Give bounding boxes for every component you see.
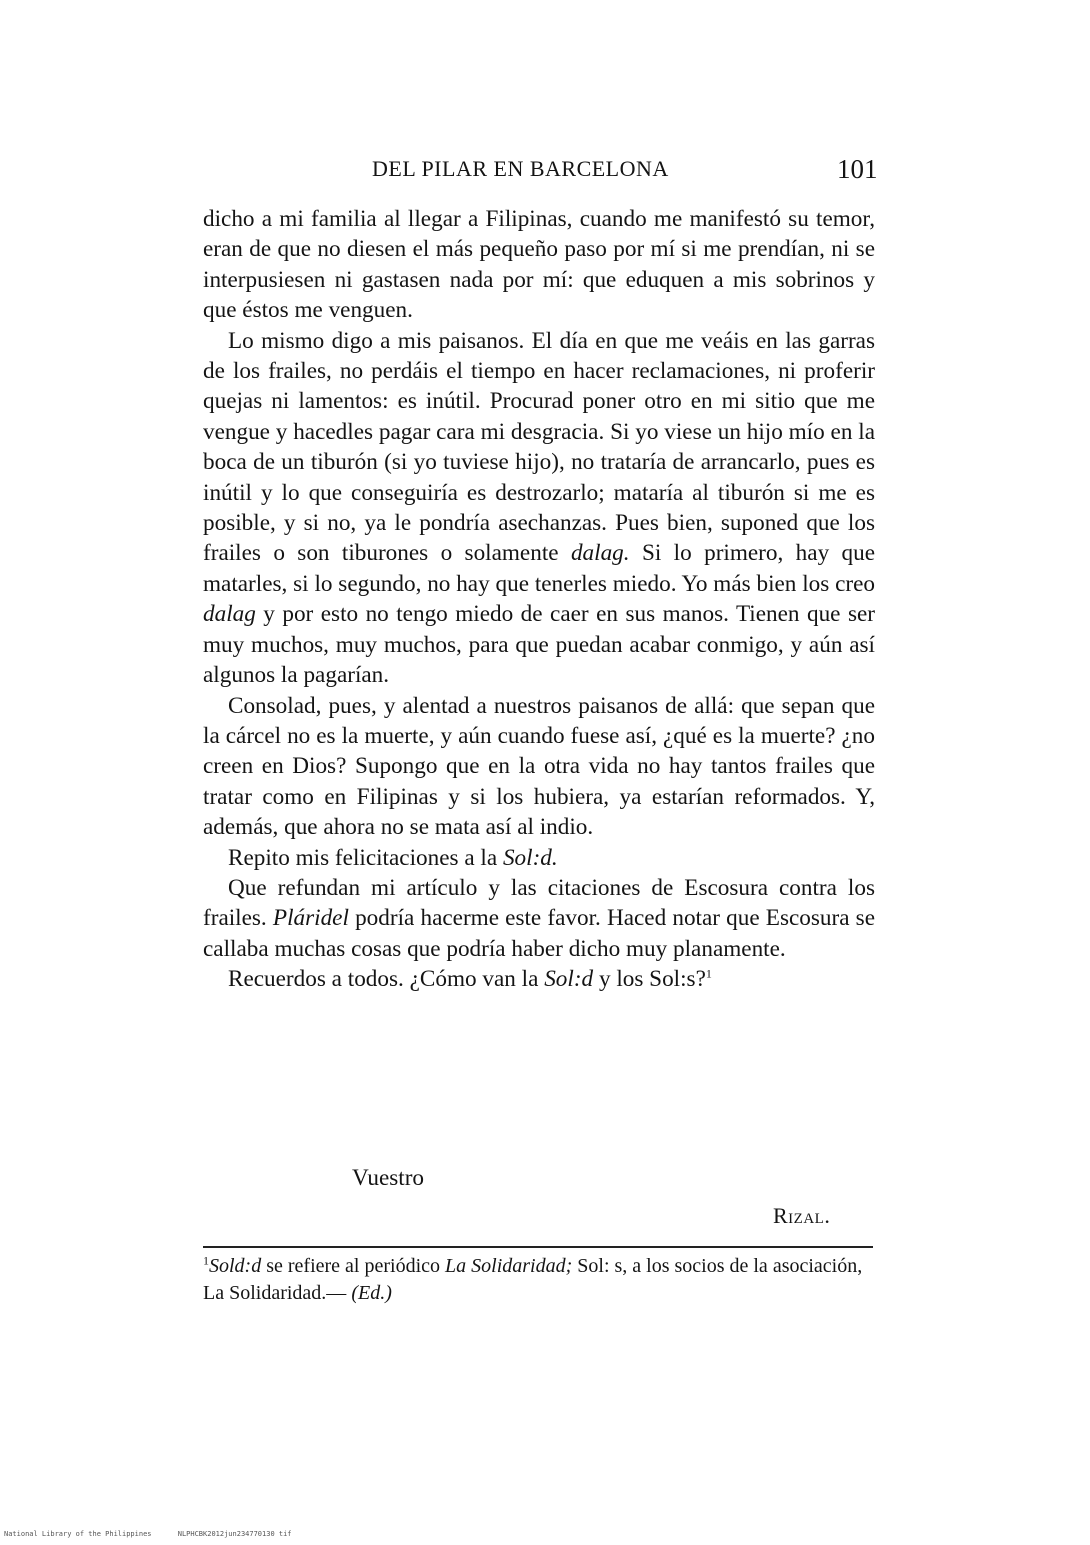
paragraph-4 bbox=[203, 843, 875, 873]
page-number: 101 bbox=[837, 154, 878, 184]
paragraph-6-text-a: Recuerdos a todos. ¿Cómo van la bbox=[228, 966, 539, 993]
signature: Rizal. bbox=[773, 1203, 831, 1228]
footnote-text-1: se refiere al periódico bbox=[261, 1255, 446, 1277]
sold-abbrev: Sol:d. bbox=[502, 844, 558, 871]
dalag-term: dalag. bbox=[570, 540, 630, 567]
pseudonym-plaridel: Pláridel bbox=[272, 905, 349, 932]
footnote bbox=[203, 1253, 875, 1307]
paragraph-2-text-c: y por esto no tengo miedo de caer en sus manos. Tienen que ser muy muchos, muy muchos, para que puedan acabar conmigo, y aún así algunos la pagarían. bbox=[203, 601, 875, 689]
closing: Vuestro bbox=[352, 1165, 425, 1191]
running-title: DEL PILAR EN BARCELONA bbox=[372, 156, 669, 181]
paragraph-5-text-b: podría hacerme este favor. Haced notar que Escosura se callaba muchas cosas que podría haber dicho muy planamente. bbox=[203, 905, 875, 962]
body-text bbox=[203, 204, 875, 995]
library-name: National Library of the Philippines bbox=[4, 1530, 152, 1538]
paragraph-1: dicho a mi familia al llegar a Filipinas, cuando me manifestó su temor, eran de que no diesen el más pequeño paso por mí si me prendían, ni se interpusiesen ni gastasen nada por mí: que eduquen a mis sobrinos y que éstos me venguen. bbox=[203, 206, 875, 324]
paragraph-2 bbox=[203, 326, 875, 691]
paragraph-6-text-b: y los Sol:s? bbox=[593, 966, 706, 993]
file-id: NLPHCBK2012jun234770130 tif bbox=[177, 1530, 292, 1538]
footnote-rule bbox=[203, 1246, 873, 1248]
paragraph-2-text-b: Si lo primero, hay que matarles, si lo segundo, no hay que tenerles miedo. Yo más bien los creo bbox=[203, 540, 876, 597]
paragraph-6 bbox=[203, 964, 875, 994]
footnote-marker: 1 bbox=[203, 1253, 209, 1268]
footnote-italic-2: La Solidaridad; bbox=[445, 1255, 573, 1277]
footnote-text-2: Sol: s, a los socios de la asociación, La Solidaridad.— bbox=[203, 1255, 863, 1304]
paragraph-5-text-a: Que refundan mi artículo y las citaciones de Escosura contra los frailes. bbox=[203, 874, 875, 932]
paragraph-5 bbox=[203, 873, 875, 964]
footnote-italic-3: (Ed.) bbox=[351, 1282, 392, 1304]
footnote-ref: 1 bbox=[705, 966, 712, 981]
footnote-italic-1: Sold:d bbox=[209, 1255, 262, 1277]
scan-metadata-strip bbox=[4, 1530, 314, 1538]
paragraph-4-text: Repito mis felicitaciones a la bbox=[228, 844, 498, 871]
sold-abbrev: Sol:d bbox=[544, 966, 594, 993]
dalag-term: dalag bbox=[203, 601, 256, 628]
paragraph-3: Consolad, pues, y alentad a nuestros paisanos de allá: que sepan que la cárcel no es la muerte, y aún cuando fuese así, ¿qué es la muerte? ¿no creen en Dios? Supongo que en la otra vida no hay tantos frailes que tratar como en Filipinas y si los hubiera, ya estarían reformados. Y, además, que ahora no se mata así al indio. bbox=[203, 692, 875, 841]
paragraph-2-text-a: Lo mismo digo a mis paisanos. El día en que me veáis en las garras de los frailes, no perdáis el tiempo en hacer reclamaciones, ni proferir quejas ni lamentos: es inútil. Procurad poner otro en mi sitio que me vengue y hacedles pagar cara mi desgracia. Si yo viese un hijo mío en la boca de un tiburón (si yo tuviese hijo), no trataría de arrancarlo, pues es inútil y lo que conseguiría es destrozarlo; mataría al tiburón si me es posible, y si no, ya le pondría asechanzas. Pues bien, suponed que los frailes o son tiburones o solamente bbox=[203, 327, 875, 567]
